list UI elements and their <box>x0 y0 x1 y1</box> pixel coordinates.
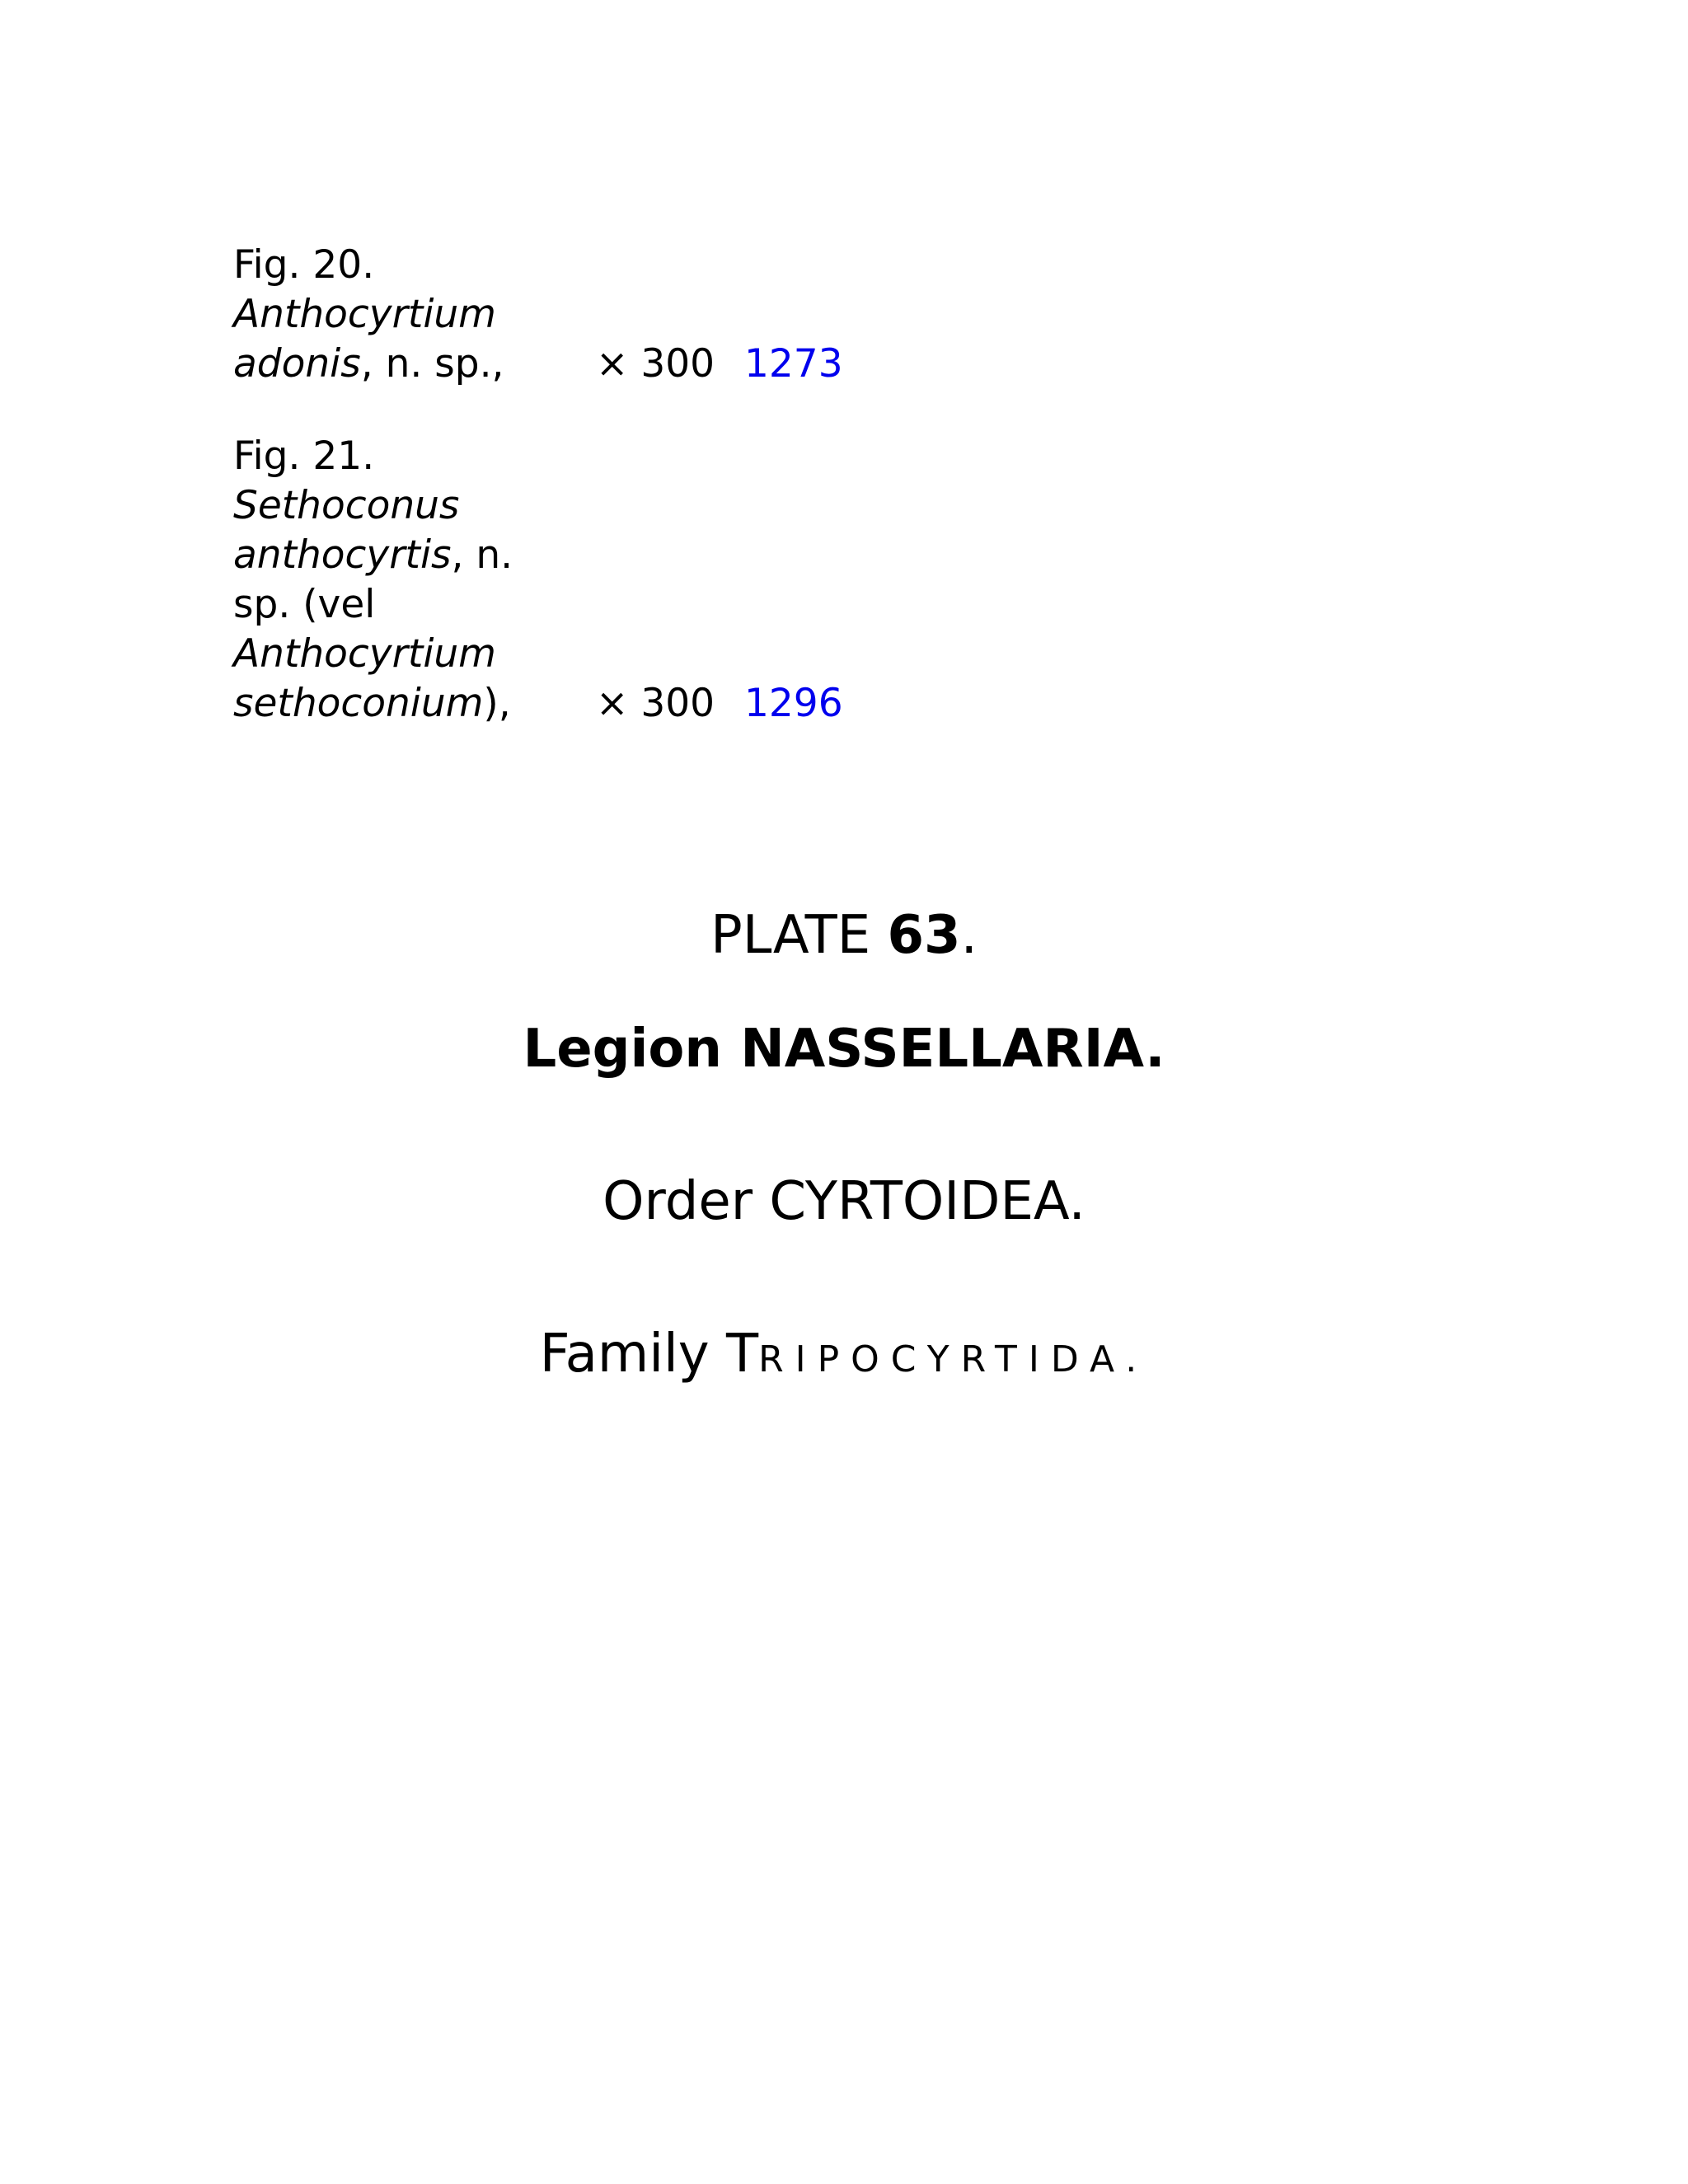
plate-number: 63 <box>887 905 961 966</box>
genus-name: Anthocyrtium <box>233 292 496 337</box>
alt-species-suffix: ), <box>483 681 511 726</box>
legion-heading: Legion NASSELLARIA. <box>523 1019 1165 1080</box>
page-link[interactable]: 1296 <box>744 681 843 726</box>
genus-name: Sethoconus <box>233 483 460 528</box>
order-heading: Order CYRTOIDEA. <box>603 1171 1085 1232</box>
alt-genus-name: Anthocyrtium <box>233 631 496 677</box>
species-suffix: , n. sp., <box>360 341 504 387</box>
species-suffix: , n. <box>451 532 513 578</box>
figure-description <box>233 432 513 729</box>
alt-species-name: sethoconium <box>233 681 484 726</box>
magnification: × 300 <box>596 681 715 726</box>
family-name-rest: RIPOCYRTIDA. <box>758 1338 1149 1380</box>
magnification: × 300 <box>596 341 715 387</box>
figure-label: Fig. 20. <box>233 242 375 288</box>
figure-description <box>233 241 513 389</box>
species-suffix-continued: sp. (vel <box>233 582 376 627</box>
page-link[interactable]: 1273 <box>744 341 843 387</box>
plate-prefix: PLATE <box>710 905 871 966</box>
plate-heading <box>0 902 1688 968</box>
family-prefix: Family <box>539 1324 726 1385</box>
family-heading <box>0 1321 1688 1393</box>
figure-label: Fig. 21. <box>233 434 375 479</box>
species-name: anthocyrtis <box>233 532 452 578</box>
family-initial: T <box>726 1324 759 1385</box>
species-name: adonis <box>233 341 361 387</box>
plate-suffix: . <box>960 905 978 966</box>
